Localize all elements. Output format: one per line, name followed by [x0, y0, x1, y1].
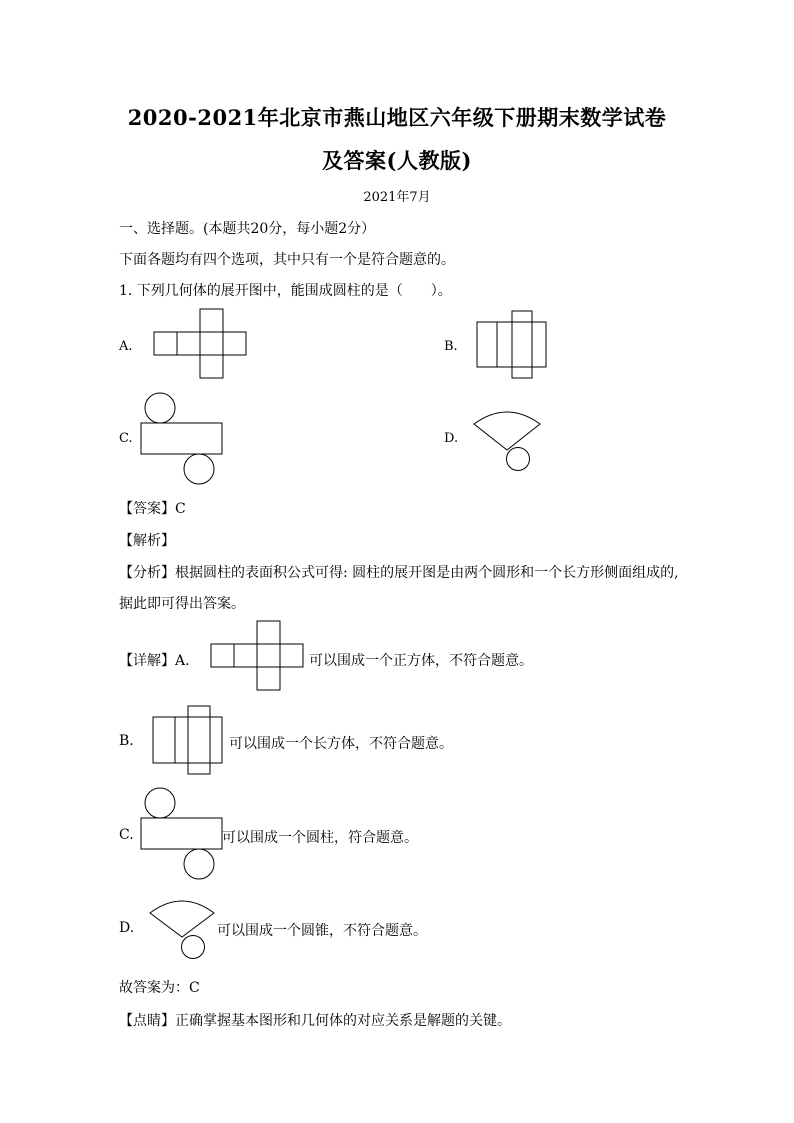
option-b-cuboid-net	[472, 307, 552, 383]
section-heading: 一、选择题。(本题共20分，每小题2分）	[119, 221, 376, 237]
option-a-label: A.	[119, 339, 133, 354]
detail-c-text: 可以围成一个圆柱，符合题意。	[222, 830, 418, 846]
option-c-label: C.	[119, 431, 133, 446]
analysis-heading: 【解析】	[119, 533, 175, 549]
detail-a-text: 可以围成一个正方体，不符合题意。	[309, 653, 533, 669]
analysis-line-1: 【分析】根据圆柱的表面积公式可得: 圆柱的展开图是由两个圆形和一个长方形侧面组成的,	[119, 565, 679, 581]
title-line-1: 2020-2021年北京市燕山地区六年级下册期末数学试卷	[127, 105, 667, 130]
detail-d-text: 可以围成一个圆锥，不符合题意。	[217, 923, 427, 939]
key-point: 【点睛】正确掌握基本图形和几何体的对应关系是解题的关键。	[119, 1013, 511, 1029]
date: 2021年7月	[363, 190, 431, 205]
analysis-line-2: 据此即可得出答案。	[119, 596, 245, 612]
detail-d-cone-net	[146, 895, 222, 965]
detail-c-label: C.	[119, 827, 134, 843]
detail-b-label: B.	[119, 733, 134, 749]
detail-a-cube-net	[207, 619, 307, 695]
detail-b-cuboid-net	[148, 703, 228, 779]
detail-b-text: 可以围成一个长方体，不符合题意。	[229, 736, 453, 752]
detail-a-label: 【详解】A.	[119, 653, 190, 669]
option-d-cone-net	[470, 406, 546, 476]
question-1: 1. 下列几何体的展开图中，能围成圆柱的是（ ）。	[119, 283, 452, 299]
instruction: 下面各题均有四个选项，其中只有一个是符合题意的。	[119, 252, 455, 268]
option-d-label: D.	[444, 431, 459, 446]
final-answer: 故答案为：C	[119, 980, 200, 996]
option-a-cube-net	[150, 306, 250, 382]
detail-d-label: D.	[119, 920, 135, 936]
detail-c-cylinder-net	[138, 785, 228, 885]
option-b-label: B.	[444, 339, 458, 354]
answer: 【答案】C	[119, 501, 186, 517]
option-c-cylinder-net	[138, 390, 228, 490]
title-line-2: 及答案(人教版)	[322, 148, 472, 173]
